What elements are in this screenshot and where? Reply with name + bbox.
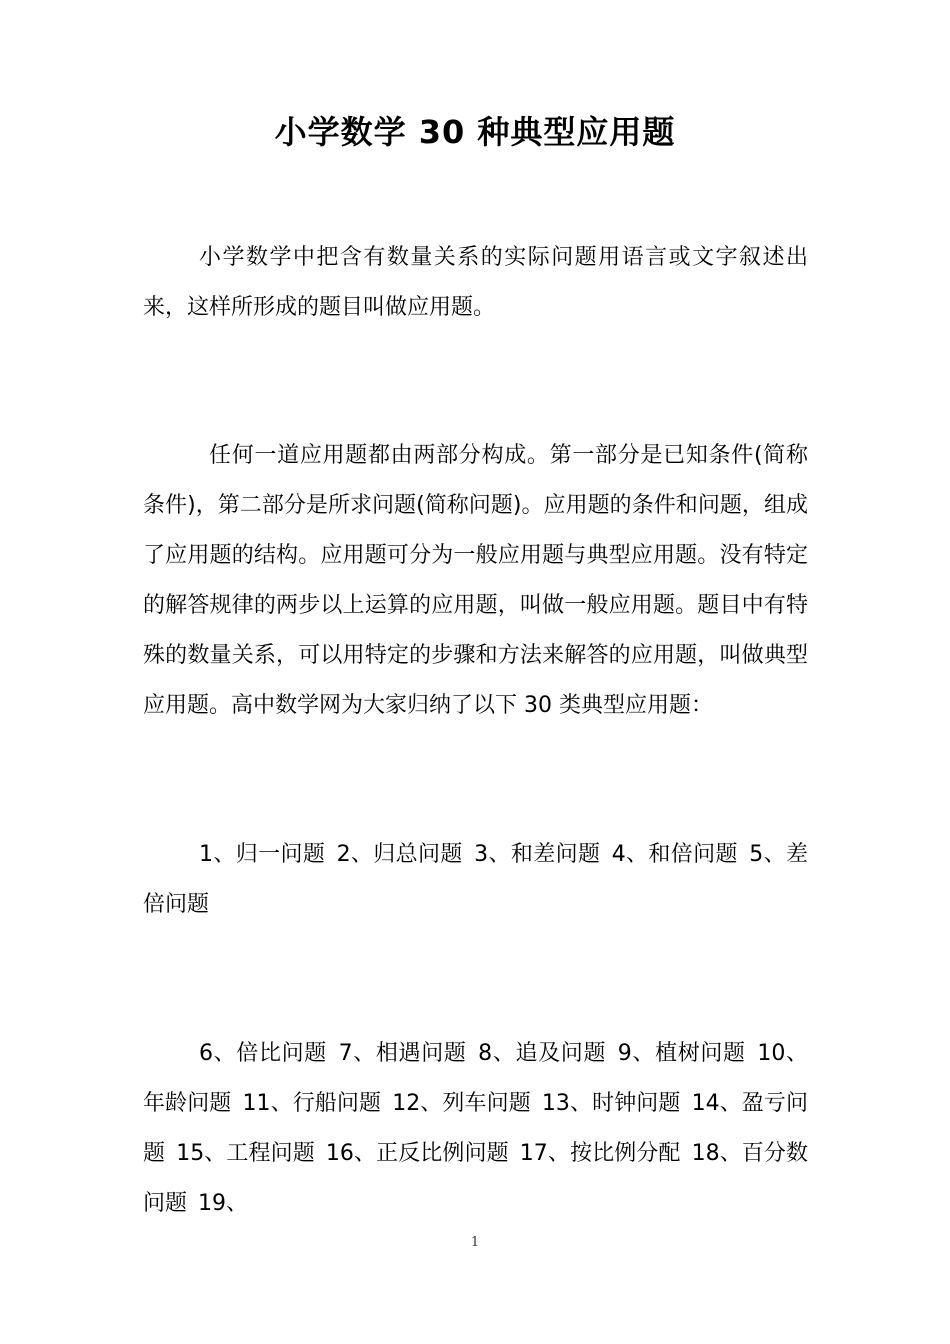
problem-list-paragraph-2: 6、倍比问题 7、相遇问题 8、追及问题 9、植树问题 10、年龄问题 11、行船问题 12、列车问题 13、时钟问题 14、盈亏问题 15、工程问题 16、正反比例问题 17、按比例分配 18、百分数问题 19、 bbox=[143, 1041, 808, 1216]
intro-paragraph: 小学数学中把含有数量关系的实际问题用语言或文字叙述出来，这样所形成的题目叫做应用题。 bbox=[143, 245, 808, 320]
page-number: 1 bbox=[470, 1235, 480, 1250]
document-title: 小学数学 30 种典型应用题 bbox=[274, 113, 676, 151]
problem-list-paragraph-1: 1、归一问题 2、归总问题 3、和差问题 4、和倍问题 5、差倍问题 bbox=[143, 842, 808, 917]
structure-paragraph: 任何一道应用题都由两部分构成。第一部分是已知条件(简称条件)，第二部分是所求问题(简称问题)。应用题的条件和问题，组成了应用题的结构。应用题可分为一般应用题与典型应用题。没有特定的解答规律的两步以上运算的应用题，叫做一般应用题。题目中有特殊的数量关系，可以用特定的步骤和方法来解答的应用题，叫做典型应用题。高中数学网为大家归纳了以下 30 类典型应用题： bbox=[143, 443, 808, 718]
